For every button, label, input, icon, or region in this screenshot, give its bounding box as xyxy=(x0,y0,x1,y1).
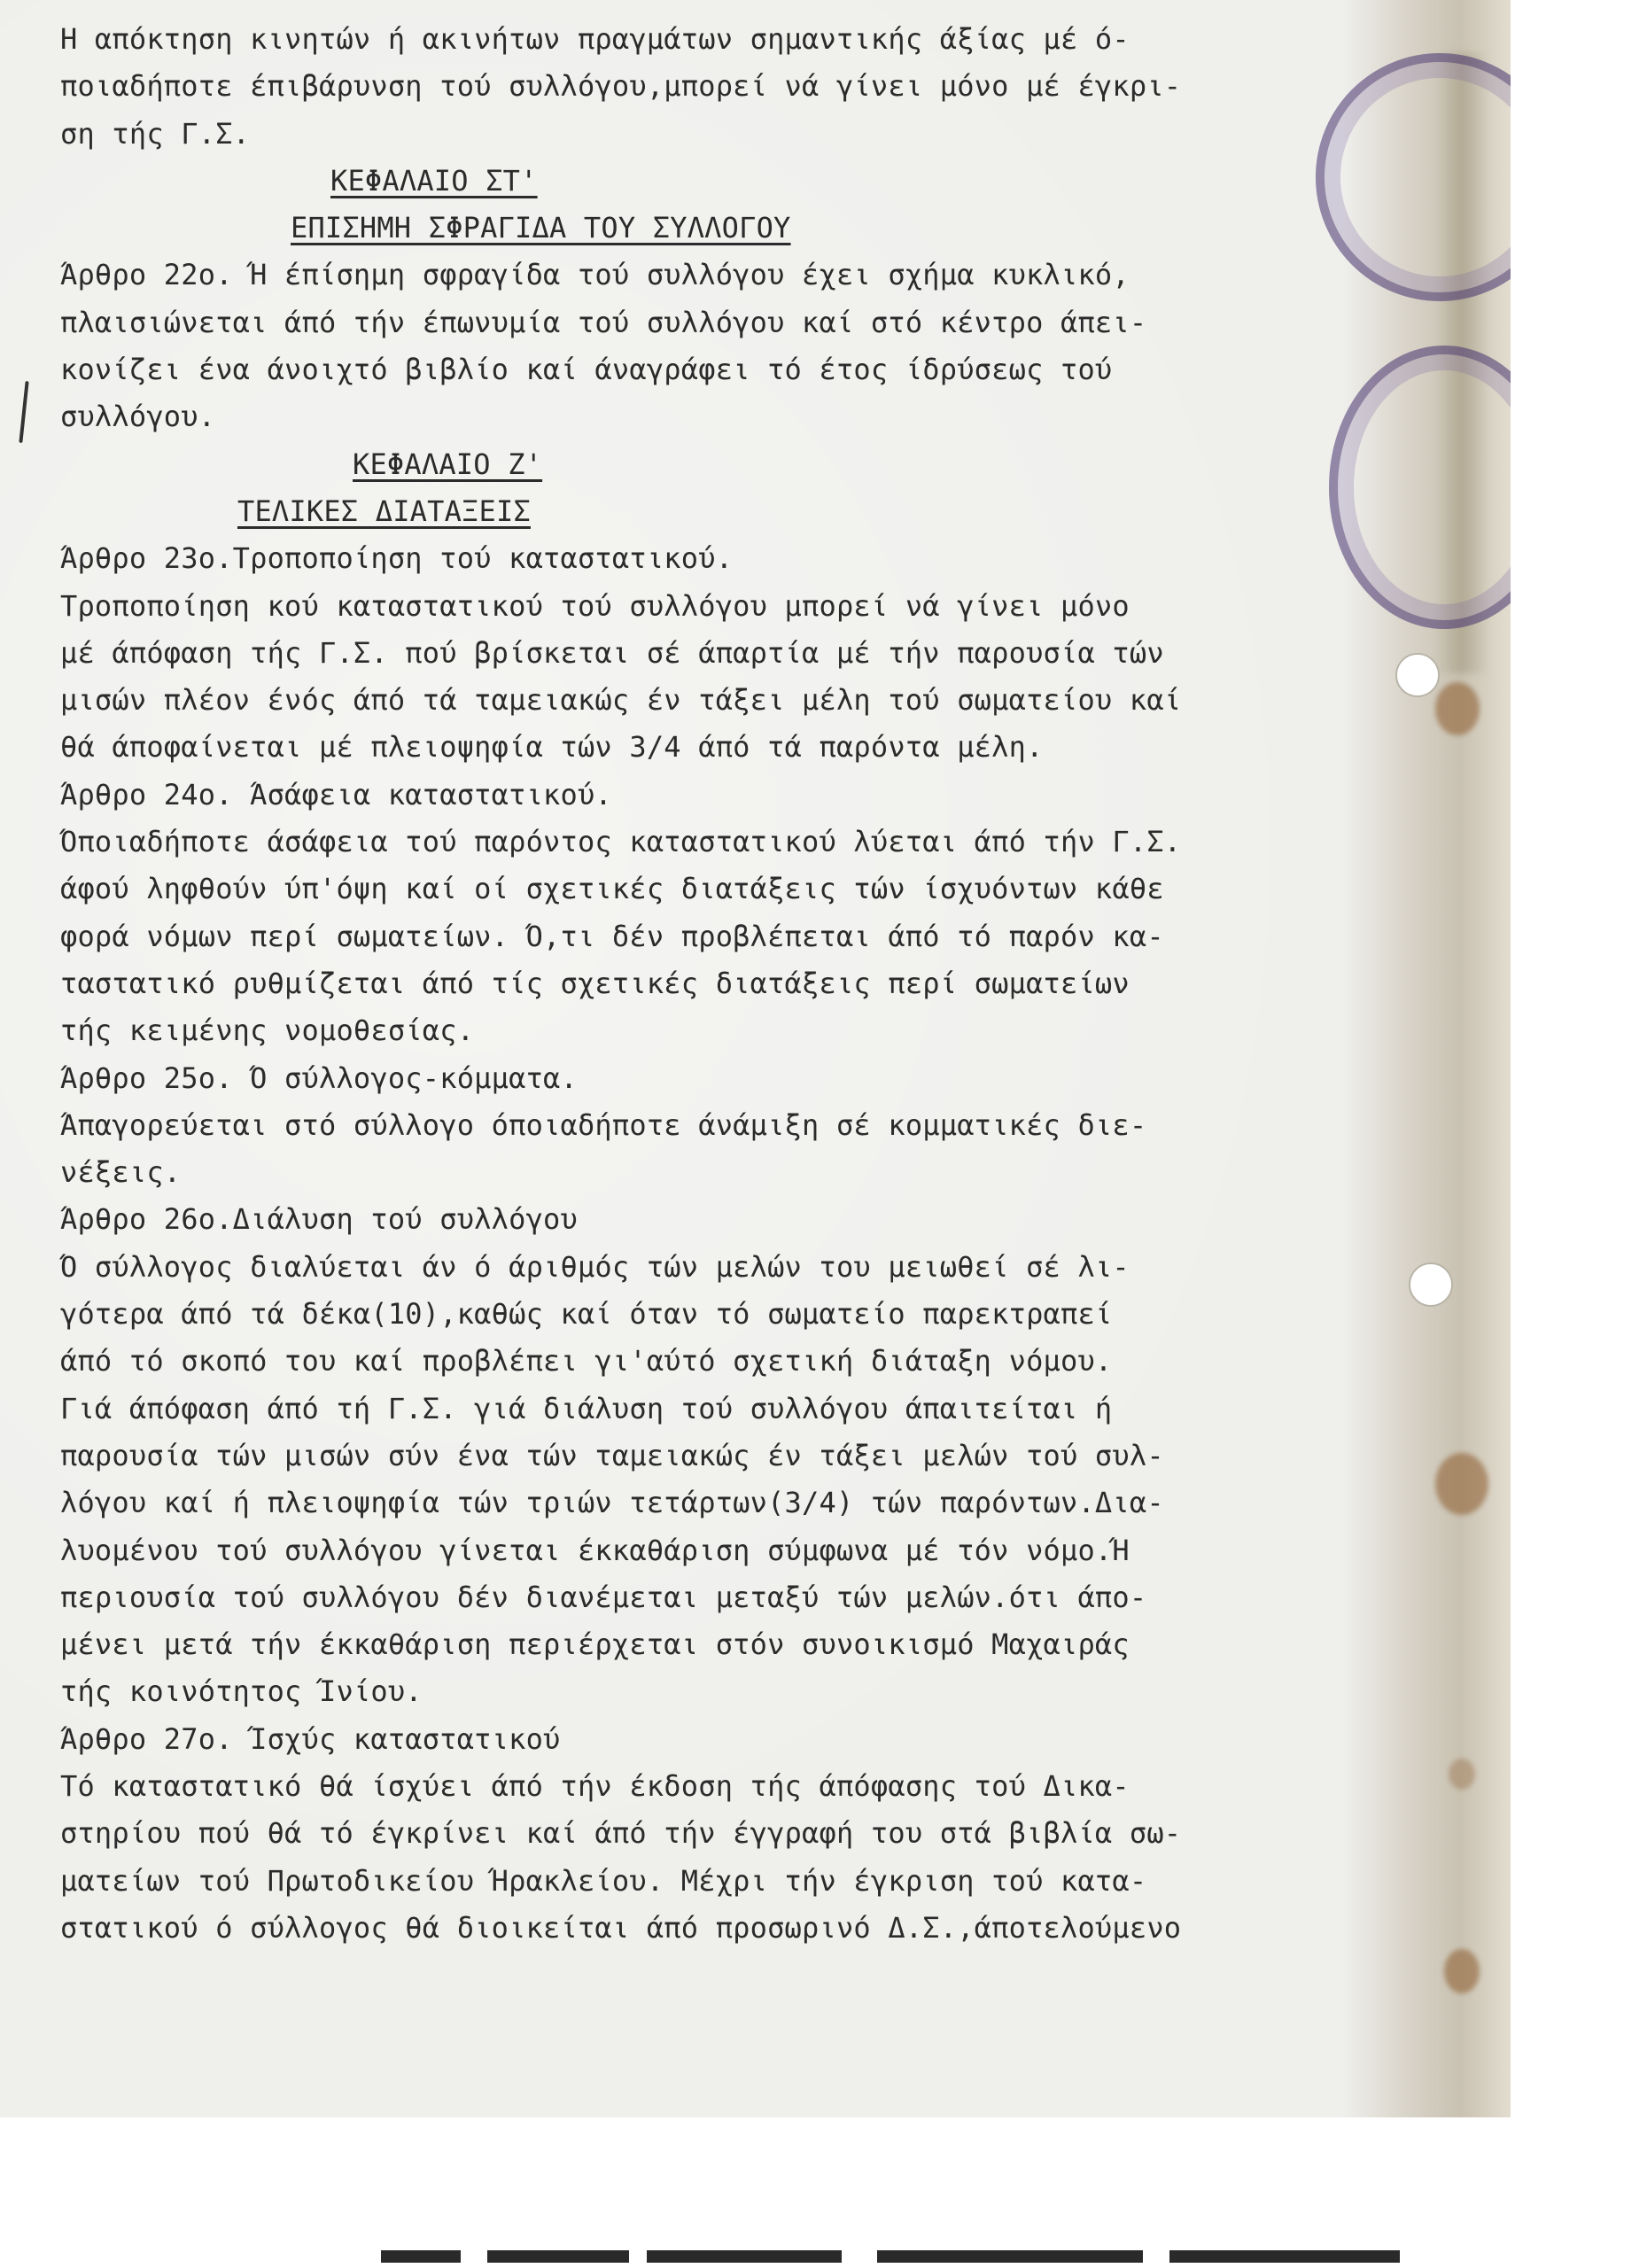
text-line: μισών πλέον ένός άπό τά ταμειακώς έν τάξει μέλη τού σωματείου καί xyxy=(60,683,1182,718)
text-line: στατικού ό σύλλογος θά διοικείται άπό προσωρινό Δ.Σ.,άποτελούμενο xyxy=(60,1910,1182,1945)
text-line: μένει μετά τήν έκκαθάριση περιέρχεται στόν συνοικισμό Μαχαιράς xyxy=(60,1627,1130,1662)
text-line: Τροποποίηση κού καταστατικού τού συλλόγου μπορεί νά γίνει μόνο xyxy=(60,588,1130,623)
article-heading: Άρθρο 23ο.Τροποποίηση τού καταστατικού. xyxy=(60,541,734,576)
article-heading: Άρθρο 25ο. Ό σύλλογος-κόμματα. xyxy=(60,1060,578,1095)
rust-stain xyxy=(1435,1453,1488,1515)
text-line: Η απόκτηση κινητών ή ακινήτων πραγμάτων σημαντικής άξίας μέ ό- xyxy=(60,22,1130,56)
chapter-subheading: ΤΕΛΙΚΕΣ ΔΙΑΤΑΞΕΙΣ xyxy=(237,493,531,528)
text-line: ση τής Γ.Σ. xyxy=(60,116,251,151)
punch-hole xyxy=(1409,1262,1453,1307)
article-heading: Άρθρο 24ο. Άσάφεια καταστατικού. xyxy=(60,777,612,812)
text-line: μέ άπόφαση τής Γ.Σ. πού βρίσκεται σέ άπαρτία μέ τήν παρουσία τών xyxy=(60,635,1164,670)
text-line: φορά νόμων περί σωματείων. Ό,τι δέν προβλέπεται άπό τό παρόν κα- xyxy=(60,919,1164,953)
text-line: Άρθρο 22ο. Ή έπίσημη σφραγίδα τού συλλόγου έχει σχήμα κυκλικό, xyxy=(60,258,1130,292)
text-line: παρουσία τών μισών σύν ένα τών ταμειακώς έν τάξει μελών τού συλ- xyxy=(60,1438,1164,1472)
text-line: Άπαγορεύεται στό σύλλογο όποιαδήποτε άνάμιξη σέ κομματικές διε- xyxy=(60,1107,1147,1142)
rust-stain xyxy=(1444,1949,1480,1993)
article-heading: Άρθρο 26ο.Διάλυση τού συλλόγου xyxy=(60,1202,578,1237)
text-line: νέξεις. xyxy=(60,1155,182,1190)
text-line: λόγου καί ή πλειοψηφία τών τριών τετάρτων(3/4) τών παρόντων.Δια- xyxy=(60,1486,1164,1520)
text-line: κονίζει ένα άνοιχτό βιβλίο καί άναγράφει τό έτος ίδρύσεως τού xyxy=(60,353,1113,387)
text-line: γότερα άπό τά δέκα(10),καθώς καί όταν τό σωματείο παρεκτραπεί xyxy=(60,1297,1113,1332)
text-line: τής κοινότητος Ίνίου. xyxy=(60,1674,423,1709)
rust-stain xyxy=(1435,682,1480,735)
chapter-subheading: ΕΠΙΣΗΜΗ ΣΦΡΑΓΙΔΑ ΤΟΥ ΣΥΛΛΟΓΟΥ xyxy=(291,211,791,245)
punch-hole xyxy=(1395,653,1440,697)
text-line: Γιά άπόφαση άπό τή Γ.Σ. γιά διάλυση τού συλλόγου άπαιτείται ή xyxy=(60,1391,1113,1425)
text-line: άφού ληφθούν ύπ'όψη καί οί σχετικές διατάξεις τών ίσχυόντων κάθε xyxy=(60,872,1164,906)
text-line: λυομένου τού συλλόγου γίνεται έκκαθάριση σύμφωνα μέ τόν νόμο.Ή xyxy=(60,1533,1130,1567)
text-line: πλαισιώνεται άπό τήν έπωνυμία τού συλλόγου καί στό κέντρο άπει- xyxy=(60,305,1147,339)
rust-stain xyxy=(1449,1759,1475,1790)
text-line: στηρίου πού θά τό έγκρίνει καί άπό τήν έγγραφή του στά βιβλία σω- xyxy=(60,1816,1182,1851)
text-line: τής κειμένης νομοθεσίας. xyxy=(60,1014,475,1048)
text-line: Όποιαδήποτε άσάφεια τού παρόντος καταστατικού λύεται άπό τήν Γ.Σ. xyxy=(60,825,1182,859)
document-text xyxy=(60,16,1336,1952)
text-line: θά άποφαίνεται μέ πλειοψηφία τών 3/4 άπό τά παρόντα μέλη. xyxy=(60,730,1044,765)
text-line: άπό τό σκοπό του καί προβλέπει γι'αύτό σχετική διάταξη νόμου. xyxy=(60,1344,1113,1379)
text-line: ποιαδήποτε έπιβάρυνση τού συλλόγου,μπορεί νά γίνει μόνο μέ έγκρι- xyxy=(60,69,1182,104)
text-line: Ό σύλλογος διαλύεται άν ό άριθμός τών μελών του μειωθεί σέ λι- xyxy=(60,1249,1130,1284)
text-line: ματείων τού Πρωτοδικείου Ήρακλείου. Μέχρι τήν έγκριση τού κατα- xyxy=(60,1863,1147,1898)
scan-edge-strip xyxy=(381,2241,1462,2268)
text-line: ταστατικό ρυθμίζεται άπό τίς σχετικές διατάξεις περί σωματείων xyxy=(60,966,1130,1000)
margin-mark xyxy=(19,381,28,443)
chapter-heading: ΚΕΦΑΛΑΙΟ ΣΤ' xyxy=(330,163,538,198)
text-line: περιουσία τού συλλόγου δέν διανέμεται μεταξύ τών μελών.ότι άπο- xyxy=(60,1580,1147,1614)
text-line: Τό καταστατικό θά ίσχύει άπό τήν έκδοση τής άπόφασης τού Δικα- xyxy=(60,1768,1130,1803)
article-heading: Άρθρο 27ο. Ίσχύς καταστατικού xyxy=(60,1721,561,1756)
text-line: συλλόγου. xyxy=(60,400,216,434)
chapter-heading: ΚΕΦΑΛΑΙΟ Ζ' xyxy=(353,447,543,481)
